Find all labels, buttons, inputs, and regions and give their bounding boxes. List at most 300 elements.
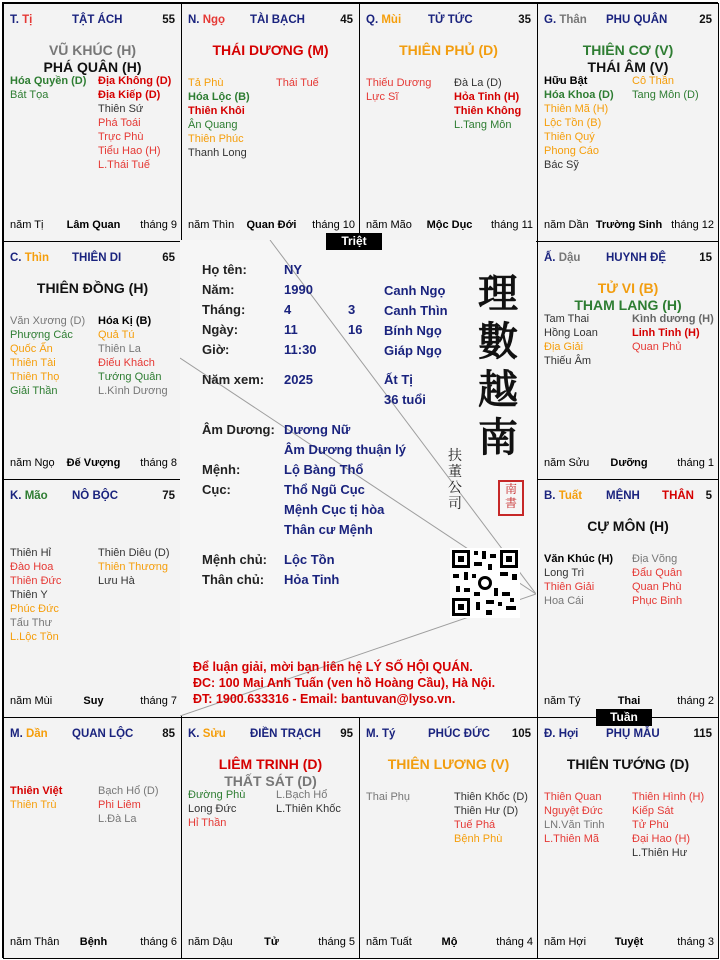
palace-footer	[10, 457, 177, 471]
palace-name: PHU QUÂN	[606, 14, 668, 26]
minor-star: Trực Phù	[98, 131, 144, 143]
palace-age-year: năm Tuất	[366, 936, 412, 948]
palace-age-year: năm Hợi	[544, 936, 587, 948]
palace-name: PHỤ MẪU	[606, 728, 660, 740]
minor-star: Thiên Khôi	[188, 105, 245, 117]
thang-value: 4	[284, 302, 292, 317]
right-stars	[98, 784, 159, 826]
palace-can: M.	[10, 728, 23, 740]
palace-cell-mui[interactable]	[359, 3, 538, 242]
palace-stage: Trường Sinh	[595, 219, 663, 231]
red-stamp: 南書	[498, 480, 524, 516]
palace-name: TỬ TỨC	[428, 14, 473, 26]
cuc-value: Thổ Ngũ Cục	[284, 482, 365, 497]
right-stars	[98, 74, 171, 172]
right-stars	[98, 314, 168, 398]
palace-month: tháng 10	[312, 219, 355, 231]
minor-star: Tang Môn (D)	[632, 89, 699, 101]
thang-can-chi: Canh Thìn	[384, 303, 448, 318]
ngay-label: Ngày:	[202, 322, 239, 337]
minor-star: Bạch Hổ (D)	[98, 785, 159, 797]
palace-chi: Tý	[378, 728, 396, 740]
palace-footer	[188, 936, 355, 950]
contact-line-3[interactable]: ĐT: 1900.633316 - Email: bantuvan@lyso.vn.	[193, 692, 456, 706]
calligraphy-char: 數	[478, 318, 518, 365]
palace-footer	[10, 219, 177, 233]
palace-can: N.	[188, 14, 200, 26]
palace-name: NÔ BỘC	[72, 490, 118, 502]
palace-footer	[544, 936, 714, 950]
main-star: THIÊN CƠ (V)	[582, 42, 674, 58]
left-stars	[366, 76, 431, 104]
palace-header	[366, 728, 533, 742]
minor-star: L.Tang Môn	[454, 119, 512, 131]
palace-header	[544, 14, 714, 28]
menh-chu-label: Mệnh chủ:	[202, 552, 267, 567]
palace-chi: Dậu	[555, 252, 581, 264]
nam-xem-can-chi: Ất Tị	[384, 372, 413, 387]
palace-can: K.	[10, 490, 22, 502]
minor-star: Thiên Giải	[544, 581, 595, 593]
tuan-tag: Tuần	[596, 709, 652, 726]
minor-star: Thiên Khốc (D)	[454, 791, 528, 803]
than-marker: THÂN	[662, 490, 694, 502]
main-star: TỬ VI (B)	[597, 280, 659, 296]
palace-can: C.	[10, 252, 22, 264]
main-stars	[538, 42, 718, 76]
palace-stage: Mộc Dục	[426, 219, 473, 231]
calligraphy-char: 南	[478, 414, 518, 461]
palace-can: Đ.	[544, 728, 556, 740]
minor-star: L.Thiên Mã	[544, 833, 600, 845]
minor-star: Hóa Lộc (B)	[188, 91, 250, 103]
palace-month: tháng 2	[677, 695, 714, 707]
palace-month: tháng 3	[677, 936, 714, 948]
minor-star: Phúc Đức	[10, 603, 59, 615]
palace-chi: Hợi	[555, 728, 579, 740]
menh-value: Lộ Bàng Thổ	[284, 462, 364, 477]
main-star: PHÁ QUÂN (H)	[43, 59, 142, 75]
minor-star: Đẩu Quân	[632, 567, 683, 579]
palace-chi: Tị	[18, 14, 33, 26]
cuc-label: Cục:	[202, 482, 231, 497]
minor-star: Thiên Y	[10, 589, 48, 601]
palace-footer	[544, 695, 714, 709]
palace-header	[366, 14, 533, 28]
right-stars	[276, 788, 341, 816]
palace-can: G.	[544, 14, 557, 26]
nam-label: Năm:	[202, 282, 235, 297]
minor-star: Thiên Trù	[10, 799, 57, 811]
main-star: VŨ KHÚC (H)	[48, 42, 137, 58]
minor-star: L.Lộc Tồn	[10, 631, 59, 643]
minor-star: Phượng Các	[10, 329, 73, 341]
minor-star: Địa Kiếp (D)	[98, 89, 161, 101]
palace-age-year: năm Mùi	[10, 695, 53, 707]
palace-month: tháng 8	[140, 457, 177, 469]
palace-name: PHÚC ĐỨC	[428, 728, 490, 740]
minor-star: Thiên Quý	[544, 131, 595, 143]
palace-header	[10, 728, 177, 742]
palace-header	[544, 490, 714, 504]
palace-stage: Đế Vượng	[66, 457, 121, 469]
main-stars	[538, 756, 718, 773]
right-stars	[98, 546, 170, 588]
menh-chu-value: Lộc Tồn	[284, 552, 335, 567]
minor-star: Đào Hoa	[10, 561, 54, 573]
palace-footer	[10, 695, 177, 709]
minor-star: Quả Tú	[98, 329, 135, 341]
palace-month: tháng 7	[140, 695, 177, 707]
minor-star: Cô Thần	[632, 75, 674, 87]
minor-star: Thiên La	[98, 343, 141, 355]
seal-text	[448, 448, 464, 512]
palace-chi: Ngọ	[199, 14, 226, 26]
palace-number: 15	[699, 252, 712, 264]
minor-star: Thiên Mã (H)	[544, 103, 609, 115]
thang-label: Tháng:	[202, 302, 246, 317]
palace-name: THIÊN DI	[72, 252, 122, 264]
main-stars	[538, 280, 718, 314]
minor-star: Hỏa Tinh (H)	[454, 91, 520, 103]
palace-cell-than[interactable]	[537, 3, 719, 242]
minor-star: Hóa Kị (B)	[98, 315, 152, 327]
minor-star: Bác Sỹ	[544, 159, 579, 171]
main-star: THIÊN PHỦ (D)	[399, 42, 498, 58]
main-star: THIÊN TƯỚNG (D)	[566, 756, 690, 772]
minor-star: LN.Văn Tinh	[544, 819, 605, 831]
palace-footer	[188, 219, 355, 233]
palace-number: 25	[699, 14, 712, 26]
left-stars	[188, 76, 250, 160]
palace-stage: Dưỡng	[610, 457, 648, 469]
minor-star: Tả Phù	[188, 77, 224, 89]
ho-ten-value: NY	[284, 262, 303, 277]
palace-header	[10, 490, 177, 504]
minor-star: L.Thái Tuế	[98, 159, 150, 171]
main-stars	[538, 518, 718, 535]
palace-stage: Quan Đới	[246, 219, 297, 231]
palace-number: 5	[705, 490, 712, 502]
palace-cell-tuat[interactable]	[537, 479, 719, 718]
calligraphy-char: 越	[478, 366, 518, 413]
right-stars	[454, 76, 521, 132]
minor-star: Thiên Tài	[10, 357, 56, 369]
left-stars	[366, 790, 410, 804]
cuc-note-1: Mệnh Cục tị hòa	[284, 502, 385, 517]
left-stars	[10, 784, 62, 812]
minor-star: Đại Hao (H)	[632, 833, 691, 845]
minor-star: L.Đà La	[98, 813, 137, 825]
minor-star: Thiên Sứ	[98, 103, 144, 115]
minor-star: Thanh Long	[188, 147, 247, 159]
minor-star: Tiểu Hao (H)	[98, 145, 161, 157]
minor-star: Thiên Hình (H)	[632, 791, 705, 803]
minor-star: Ân Quang	[188, 119, 238, 131]
triet-tag: Triệt	[326, 233, 382, 250]
palace-name: QUAN LỘC	[72, 728, 134, 740]
palace-stage: Lâm Quan	[66, 219, 121, 231]
minor-star: Hóa Khoa (D)	[544, 89, 614, 101]
palace-chi: Mùi	[378, 14, 402, 26]
ngay-am-lich: 16	[348, 322, 363, 337]
palace-footer	[544, 219, 714, 233]
palace-footer	[366, 936, 533, 950]
am-duong-note: Âm Dương thuận lý	[284, 442, 406, 457]
menh-label: Mệnh:	[202, 462, 241, 477]
palace-cell-mao[interactable]	[3, 479, 182, 718]
minor-star: Thiên Phúc	[188, 133, 244, 145]
seal-char: 司	[448, 496, 462, 512]
main-star: THIÊN LƯƠNG (V)	[387, 756, 510, 772]
minor-star: Long Đức	[188, 803, 237, 815]
palace-cell-ti[interactable]	[3, 3, 182, 242]
main-stars	[182, 756, 359, 790]
palace-number: 75	[162, 490, 175, 502]
palace-month: tháng 11	[490, 219, 533, 231]
palace-number: 65	[162, 252, 175, 264]
minor-star: L.Thiên Khốc	[276, 803, 341, 815]
palace-chi: Sửu	[199, 728, 226, 740]
thang-am-lich: 3	[348, 302, 356, 317]
contact-line-1: Để luận giải, mời bạn liên hệ LÝ SỐ HỘI QUÁN.	[193, 660, 473, 674]
left-stars	[188, 788, 245, 830]
main-star: CỰ MÔN (H)	[587, 518, 669, 534]
nam-xem-label: Năm xem:	[202, 372, 265, 387]
minor-star: Bát Tọa	[10, 89, 49, 101]
minor-star: Nguyệt Đức	[544, 805, 603, 817]
palace-stage: Suy	[83, 695, 104, 707]
minor-star: Hồng Loan	[544, 327, 598, 339]
main-star: THÁI ÂM (V)	[587, 59, 669, 75]
palace-number: 115	[693, 728, 712, 740]
minor-star: Phá Toái	[98, 117, 141, 129]
minor-star: Thiên Đức	[10, 575, 62, 587]
left-stars	[10, 74, 86, 102]
palace-number: 85	[162, 728, 175, 740]
minor-star: Tuế Phá	[454, 819, 496, 831]
palace-chi: Thân	[556, 14, 587, 26]
minor-star: Linh Tinh (H)	[632, 327, 700, 339]
palace-can: B.	[544, 490, 556, 502]
palace-cell-ty[interactable]	[359, 717, 538, 959]
nam-xem-value: 2025	[284, 372, 313, 387]
main-star: THIÊN ĐỒNG (H)	[36, 280, 149, 296]
gio-can-chi: Giáp Ngọ	[384, 343, 442, 358]
minor-star: Thiên Hư (D)	[454, 805, 519, 817]
main-stars	[4, 42, 181, 76]
palace-stage: Bệnh	[79, 936, 108, 948]
palace-header	[188, 728, 355, 742]
right-stars	[632, 552, 682, 608]
palace-month: tháng 1	[677, 457, 714, 469]
main-stars	[360, 42, 537, 59]
palace-name: TẬT ÁCH	[72, 14, 123, 26]
cuc-note-2: Thân cư Mệnh	[284, 522, 373, 537]
minor-star: L.Thiên Hư	[632, 847, 688, 859]
minor-star: Hữu Bật	[544, 75, 588, 87]
minor-star: Giải Thần	[10, 385, 58, 397]
main-star: THAM LANG (H)	[574, 297, 682, 313]
palace-number: 95	[340, 728, 353, 740]
main-star: LIÊM TRINH (D)	[218, 756, 323, 772]
main-stars	[182, 42, 359, 59]
minor-star: Tướng Quân	[98, 371, 162, 383]
minor-star: Quan Phủ	[632, 341, 682, 353]
palace-month: tháng 9	[140, 219, 177, 231]
palace-age-year: năm Dần	[544, 219, 589, 231]
tuoi-value: 36 tuổi	[384, 392, 426, 407]
minor-star: L.Kình Dương	[98, 385, 168, 397]
calligraphy-char: 理	[478, 270, 518, 317]
ngay-value: 11	[284, 322, 298, 337]
seal-char: 董	[448, 464, 462, 480]
palace-chi: Tuất	[555, 490, 583, 502]
palace-stage: Tuyệt	[614, 936, 644, 948]
am-duong-value: Dương Nữ	[284, 422, 351, 437]
minor-star: Quốc Ấn	[10, 343, 53, 355]
minor-star: Thiên Không	[454, 105, 522, 117]
palace-can: T.	[10, 14, 19, 26]
palace-chi: Dần	[22, 728, 48, 740]
seal-char: 扶	[448, 448, 462, 464]
gio-label: Giờ:	[202, 342, 230, 357]
palace-can: K.	[188, 728, 200, 740]
palace-stage: Tử	[264, 936, 279, 948]
ho-ten-label: Họ tên:	[202, 262, 247, 277]
minor-star: Thiên Thương	[98, 561, 169, 573]
calligraphy-title	[470, 270, 526, 462]
palace-age-year: năm Mão	[366, 219, 412, 231]
palace-header	[544, 728, 714, 742]
minor-star: Phong Cáo	[544, 145, 600, 157]
minor-star: Quan Phù	[632, 581, 682, 593]
palace-month: tháng 4	[496, 936, 533, 948]
minor-star: Thiên Việt	[10, 785, 63, 797]
minor-star: Thiếu Âm	[544, 355, 592, 367]
center-info	[180, 240, 536, 716]
than-chu-label: Thân chủ:	[202, 572, 265, 587]
contact-line-2: ĐC: 100 Mai Anh Tuấn (ven hồ Hoàng Cầu), Hà Nội.	[193, 676, 496, 690]
palace-footer	[366, 219, 533, 233]
palace-age-year: năm Thân	[10, 936, 60, 948]
main-stars	[4, 280, 181, 297]
palace-can: Ấ.	[544, 252, 556, 264]
minor-star: Điếu Khách	[98, 357, 155, 369]
palace-month: tháng 6	[140, 936, 177, 948]
right-stars	[632, 74, 699, 102]
palace-name: TÀI BẠCH	[250, 14, 305, 26]
palace-header	[10, 252, 177, 266]
minor-star: Kiếp Sát	[632, 805, 674, 817]
palace-number: 35	[518, 14, 531, 26]
minor-star: Đà La (D)	[454, 77, 502, 89]
minor-star: Thiếu Dương	[366, 77, 432, 89]
minor-star: Phi Liêm	[98, 799, 141, 811]
palace-header	[188, 14, 355, 28]
palace-month: tháng 12	[671, 219, 714, 231]
palace-name: MỆNH	[606, 490, 640, 502]
main-stars	[360, 756, 537, 773]
palace-age-year: năm Tị	[10, 219, 44, 231]
palace-can: Q.	[366, 14, 379, 26]
minor-star: Văn Xương (D)	[10, 315, 86, 327]
minor-star: Tấu Thư	[10, 617, 53, 629]
palace-footer	[544, 457, 714, 471]
minor-star: Thai Phụ	[366, 791, 411, 803]
palace-stage: Thai	[617, 695, 641, 707]
palace-name: ĐIỀN TRẠCH	[250, 728, 321, 740]
minor-star: Đường Phù	[188, 789, 246, 801]
palace-age-year: năm Sửu	[544, 457, 590, 469]
palace-cell-dan[interactable]	[3, 717, 182, 959]
minor-star: Tử Phù	[632, 819, 669, 831]
palace-stage: Mộ	[441, 936, 458, 948]
palace-month: tháng 5	[318, 936, 355, 948]
qr-code-icon[interactable]	[450, 548, 520, 618]
palace-chi: Thìn	[21, 252, 49, 264]
right-stars	[454, 790, 528, 846]
palace-chi: Mão	[21, 490, 48, 502]
palace-number: 55	[162, 14, 175, 26]
palace-number: 45	[340, 14, 353, 26]
palace-cell-suu[interactable]	[181, 717, 360, 959]
palace-header	[544, 252, 714, 266]
left-stars	[10, 314, 85, 398]
palace-cell-dau[interactable]	[537, 241, 719, 480]
minor-star: Hóa Quyền (D)	[10, 75, 87, 87]
minor-star: Lưu Hà	[98, 575, 135, 587]
than-chu-value: Hỏa Tinh	[284, 572, 340, 587]
minor-star: Lộc Tồn (B)	[544, 117, 602, 129]
minor-star: Phục Binh	[632, 595, 683, 607]
minor-star: Thiên Thọ	[10, 371, 60, 383]
left-stars	[544, 312, 598, 368]
left-stars	[544, 790, 605, 846]
minor-star: Kình dương (H)	[632, 313, 714, 325]
minor-star: Hỉ Thần	[188, 817, 227, 829]
left-stars	[10, 546, 61, 644]
palace-footer	[10, 936, 177, 950]
am-duong-label: Âm Dương:	[202, 422, 275, 437]
palace-cell-hoi[interactable]	[537, 717, 719, 959]
minor-star: Bệnh Phù	[454, 833, 503, 845]
minor-star: Lực Sĩ	[366, 91, 399, 103]
minor-star: Địa Võng	[632, 553, 678, 565]
palace-age-year: năm Dậu	[188, 936, 233, 948]
palace-cell-ngo[interactable]	[181, 3, 360, 242]
main-star: THẤT SÁT (D)	[224, 773, 317, 789]
minor-star: Hoa Cái	[544, 595, 584, 607]
palace-age-year: năm Ngọ	[10, 457, 55, 469]
palace-can: M.	[366, 728, 379, 740]
right-stars	[276, 76, 319, 90]
palace-age-year: năm Thìn	[188, 219, 235, 231]
minor-star: Tam Thai	[544, 313, 590, 325]
gio-value: 11:30	[284, 342, 317, 357]
palace-cell-thin[interactable]	[3, 241, 182, 480]
minor-star: Thiên Hỉ	[10, 547, 51, 559]
left-stars	[544, 552, 613, 608]
nam-can-chi: Canh Ngọ	[384, 283, 446, 298]
minor-star: Địa Giải	[544, 341, 584, 353]
main-star: THÁI DƯƠNG (M)	[212, 42, 329, 58]
ngay-can-chi: Bính Ngọ	[384, 323, 442, 338]
left-stars	[544, 74, 614, 172]
palace-name: HUYNH ĐỆ	[606, 252, 667, 264]
minor-star: Long Trì	[544, 567, 585, 579]
minor-star: Địa Không (D)	[98, 75, 172, 87]
